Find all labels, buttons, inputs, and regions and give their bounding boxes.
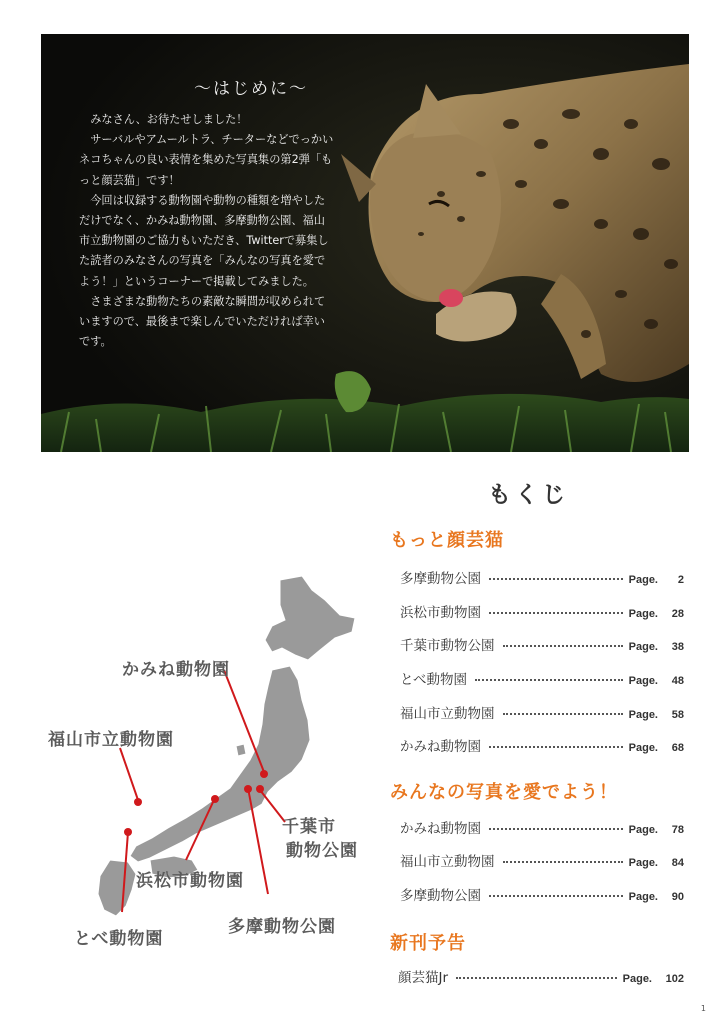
label-kamine: かみね動物園 [122, 660, 230, 680]
toc-page [623, 973, 684, 985]
toc-entry[interactable] [400, 567, 684, 589]
toc-entry[interactable] [400, 601, 684, 623]
toc-page-number: 84 [671, 857, 684, 869]
toc-page [629, 675, 684, 687]
fukuyama-leader-line [120, 748, 138, 800]
kamine-marker [260, 770, 268, 778]
intro-photo [41, 34, 689, 452]
chiba-marker [256, 785, 264, 793]
tama-marker [244, 785, 252, 793]
toc-page-number: 38 [671, 641, 684, 653]
intro-paragraph: みなさん、お待たせしました！ [90, 113, 248, 126]
intro-paragraph: さまざまな動物たちの素敵な瞬間が収められていますので、最後まで楽しんでいただければ幸いです。 [79, 294, 326, 349]
toc-entry[interactable] [400, 668, 684, 690]
japan-map-shape [40, 560, 380, 960]
toc-entry[interactable] [398, 966, 684, 988]
toc-section-heading: みんなの写真を愛でよう！ [390, 782, 618, 803]
toc-leader-dots [475, 679, 623, 681]
toc-leader-dots [503, 861, 623, 863]
toc-page-number: 58 [671, 709, 684, 721]
toc-entry[interactable] [400, 817, 684, 839]
toc-page [629, 742, 684, 754]
toc-page-label: Page. [622, 973, 652, 985]
label-fukuyama: 福山市立動物園 [48, 730, 174, 750]
toc-leader-dots [489, 895, 623, 897]
toc-leader-dots [489, 612, 623, 614]
page-number: 1 [700, 1004, 706, 1013]
toc-page-number: 68 [671, 742, 684, 754]
toc-leader-dots [503, 645, 623, 647]
toc-page-label: Page. [628, 641, 658, 653]
label-chiba-line2: 動物公園 [286, 841, 358, 861]
intro-paragraph: 今回は収録する動物園や動物の種類を増やしただけでなく、かみね動物園、多摩動物公園、福山市立動物園のご協力もいただき、Twitterで募集した読者のみなさんの写真を「みんなの写真を愛でよう！」というコーナーで掲載してみました。 [79, 193, 329, 288]
toc-entry-name: 浜松市動物園 [400, 605, 481, 621]
toc-page-label: Page. [628, 742, 658, 754]
toc-page-label: Page. [628, 891, 658, 903]
tobe-marker [124, 828, 132, 836]
toc-page [629, 608, 684, 620]
toc-page-number: 90 [671, 891, 684, 903]
toc-entry-name: 福山市立動物園 [400, 706, 495, 722]
toc-entry-name: 顔芸猫Jr [398, 970, 449, 986]
toc-page-label: Page. [628, 857, 658, 869]
toc-entry[interactable] [400, 850, 684, 872]
toc-page [629, 891, 684, 903]
serval-tongue [439, 289, 463, 307]
toc-page-label: Page. [628, 824, 658, 836]
toc-leader-dots [456, 977, 617, 979]
toc-entry-name: 多摩動物公園 [400, 888, 481, 904]
toc-entry-name: かみね動物園 [400, 739, 481, 755]
toc-entry-name: 福山市立動物園 [400, 854, 495, 870]
toc-page [629, 709, 684, 721]
fukuyama-marker [134, 798, 142, 806]
toc-page-label: Page. [628, 574, 658, 586]
toc-leader-dots [489, 746, 623, 748]
toc-section-heading: 新刊予告 [390, 933, 466, 954]
toc-entry-name: 多摩動物公園 [400, 571, 481, 587]
toc-title: もくじ [488, 482, 569, 508]
toc-page-number: 102 [665, 973, 684, 985]
japan-map [40, 560, 380, 960]
toc-page [629, 641, 684, 653]
toc-entry-name: とべ動物園 [400, 672, 467, 688]
label-tama: 多摩動物公園 [228, 917, 336, 937]
intro-paragraph: サーバルやアムールトラ、チーターなどでっかいネコちゃんの良い表情を集めた写真集の第2弾「もっと顔芸猫」です！ [79, 133, 334, 187]
toc-entry[interactable] [400, 702, 684, 724]
toc-page-number: 78 [671, 824, 684, 836]
label-chiba-line1: 千葉市 [282, 817, 336, 837]
hokkaido-shape [265, 576, 355, 660]
toc-page-label: Page. [628, 608, 658, 620]
label-tobe: とべ動物園 [74, 929, 164, 949]
toc-entry[interactable] [400, 735, 684, 757]
toc-entry[interactable] [400, 634, 684, 656]
toc-page-label: Page. [628, 675, 658, 687]
toc-page [629, 857, 684, 869]
toc-leader-dots [489, 578, 623, 580]
toc-page-label: Page. [628, 709, 658, 721]
hamamatsu-marker [211, 795, 219, 803]
toc-page-number: 28 [671, 608, 684, 620]
intro-title: ～はじめに～ [194, 79, 308, 99]
toc-leader-dots [503, 713, 623, 715]
toc-page [629, 824, 684, 836]
toc-section-heading: もっと顔芸猫 [390, 530, 504, 551]
label-hamamatsu: 浜松市動物園 [136, 871, 244, 891]
toc-page [629, 574, 684, 586]
toc-leader-dots [489, 828, 623, 830]
toc-entry-name: かみね動物園 [400, 821, 481, 837]
toc-entry[interactable] [400, 884, 684, 906]
toc-page-number: 48 [671, 675, 684, 687]
kamine-leader-line [224, 670, 264, 772]
toc-page-number: 2 [677, 574, 684, 586]
toc-entry-name: 千葉市動物公園 [400, 638, 495, 654]
kyushu-shape [98, 860, 136, 916]
intro-text [79, 110, 334, 352]
